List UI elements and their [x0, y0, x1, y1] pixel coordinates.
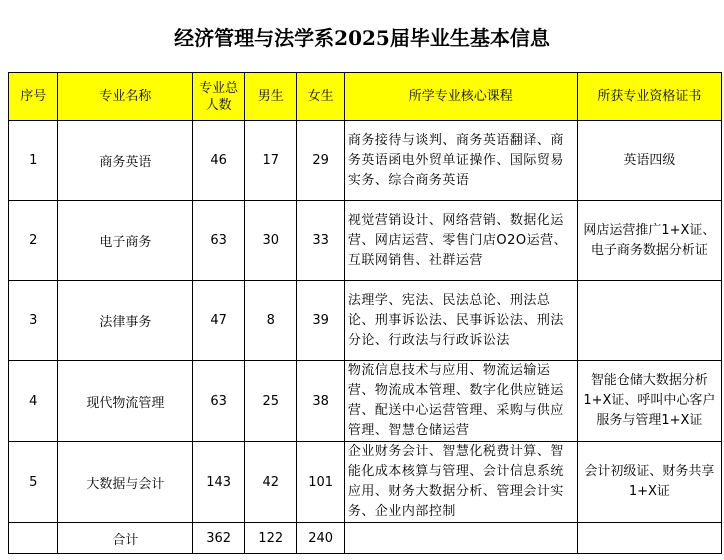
cell-courses: 物流信息技术与应用、物流运输运营、物流成本管理、数字化供应链运营、配送中心运营管理、采购与供应管理、智慧仓储运营 [344, 361, 577, 442]
header-female: 女生 [297, 73, 344, 121]
cell-female: 29 [297, 121, 344, 201]
totals-label: 合计 [58, 523, 193, 554]
cell-major: 商务英语 [58, 121, 193, 201]
cell-certs: 智能仓储大数据分析1+X证、呼叫中心客户服务与管理1+X证 [577, 361, 721, 442]
header-major: 专业名称 [58, 73, 193, 121]
page-title: 经济管理与法学系2025届毕业生基本信息 [174, 25, 550, 50]
totals-row [9, 523, 722, 554]
cell-female: 39 [297, 281, 344, 361]
cell-courses: 商务接待与谈判、商务英语翻译、商务英语函电外贸单证操作、国际贸易实务、综合商务英语 [344, 121, 577, 201]
cell-major: 大数据与会计 [58, 442, 193, 523]
cell-empty [344, 523, 577, 554]
cell-total: 63 [193, 201, 245, 281]
cell-certs: 网店运营推广1+X证、电子商务数据分析证 [577, 201, 721, 281]
header-row [9, 73, 722, 121]
header-courses: 所学专业核心课程 [344, 73, 577, 121]
cell-female: 101 [297, 442, 344, 523]
cell-female: 38 [297, 361, 344, 442]
graduate-info-table [8, 72, 722, 554]
cell-certs: 会计初级证、财务共享1+X证 [577, 442, 721, 523]
cell-male: 42 [244, 442, 297, 523]
cell-empty [9, 523, 58, 554]
header-no: 序号 [9, 73, 58, 121]
cell-no: 4 [9, 361, 58, 442]
cell-courses: 法理学、宪法、民法总论、刑法总论、刑事诉讼法、民事诉讼法、刑法分论、行政法与行政诉讼法 [344, 281, 577, 361]
table-row [9, 442, 722, 523]
table-row [9, 361, 722, 442]
header-total: 专业总人数 [193, 73, 245, 121]
totals-total: 362 [193, 523, 245, 554]
table-row [9, 281, 722, 361]
cell-empty [577, 523, 721, 554]
header-certs: 所获专业资格证书 [577, 73, 721, 121]
totals-male: 122 [244, 523, 297, 554]
cell-no: 2 [9, 201, 58, 281]
cell-male: 17 [244, 121, 297, 201]
header-male: 男生 [244, 73, 297, 121]
cell-total: 143 [193, 442, 245, 523]
cell-certs: 英语四级 [577, 121, 721, 201]
cell-no: 1 [9, 121, 58, 201]
cell-male: 30 [244, 201, 297, 281]
table-row [9, 201, 722, 281]
cell-no: 3 [9, 281, 58, 361]
cell-major: 法律事务 [58, 281, 193, 361]
cell-no: 5 [9, 442, 58, 523]
cell-major: 现代物流管理 [58, 361, 193, 442]
cell-total: 63 [193, 361, 245, 442]
cell-courses: 视觉营销设计、网络营销、数据化运营、网店运营、零售门店O2O运营、互联网销售、社群运营 [344, 201, 577, 281]
table-row [9, 121, 722, 201]
cell-total: 47 [193, 281, 245, 361]
cell-major: 电子商务 [58, 201, 193, 281]
cell-female: 33 [297, 201, 344, 281]
cell-courses: 企业财务会计、智慧化税费计算、智能化成本核算与管理、会计信息系统应用、财务大数据分析、管理会计实务、企业内部控制 [344, 442, 577, 523]
cell-male: 25 [244, 361, 297, 442]
cell-certs [577, 281, 721, 361]
cell-total: 46 [193, 121, 245, 201]
totals-female: 240 [297, 523, 344, 554]
cell-male: 8 [244, 281, 297, 361]
